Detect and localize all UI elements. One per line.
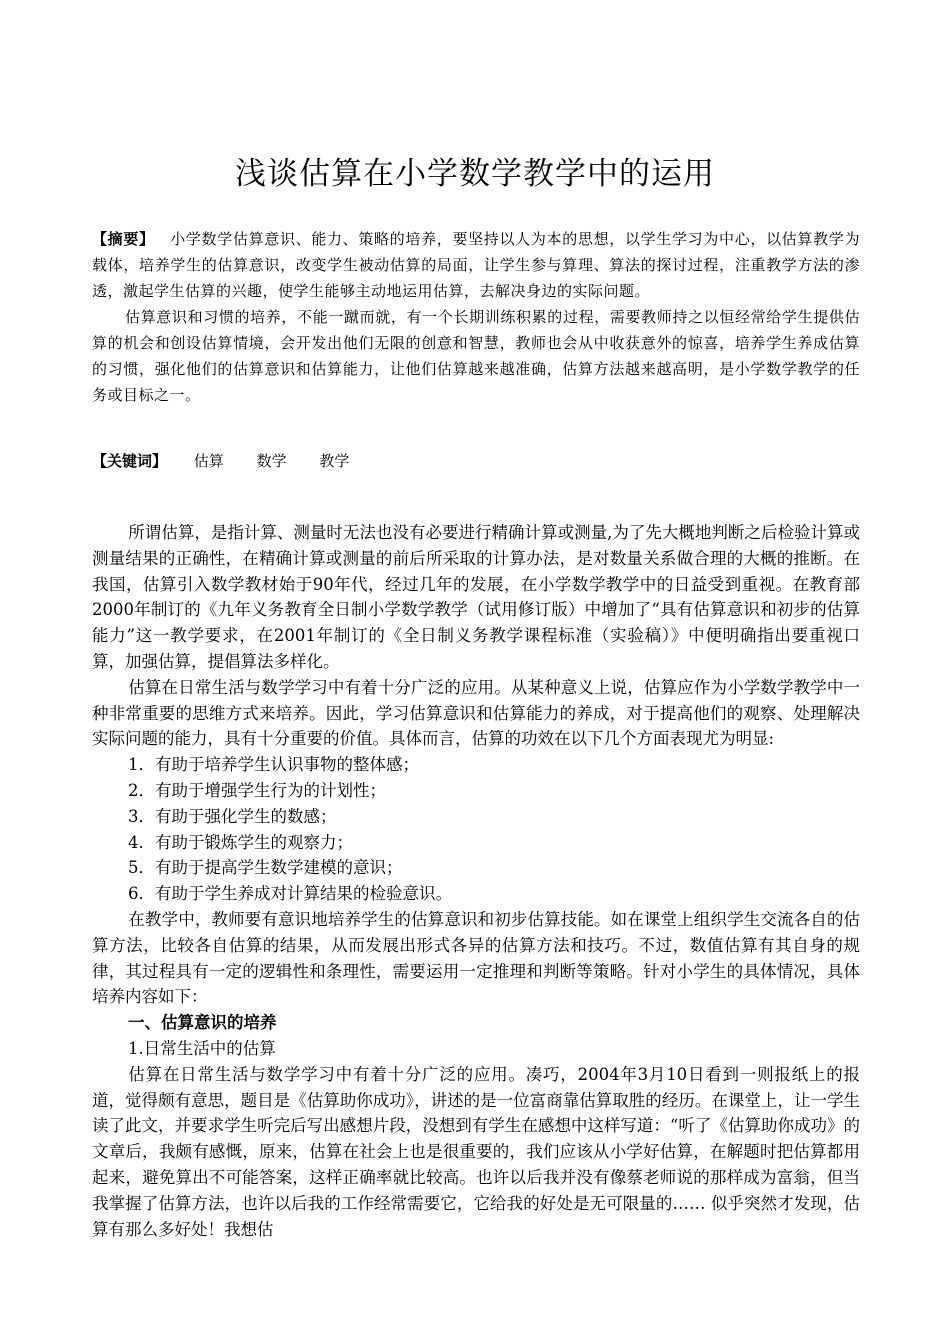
list-item: 1．有助于培养学生认识事物的整体感； — [128, 755, 419, 775]
abstract-text-1: 小学数学估算意识、能力、策略的培养，要坚持以人为本的思想，以学生学习为中心，以估算教学为载体，培养学生的估算意识，改变学生被动估算的局面，让学生参与算理、算法的探讨过程，注重教学方法的渗透，激起学生估算的兴趣，使学生能够主动地运用估算，去解决身边的实际问题。 — [92, 230, 860, 300]
abstract-paragraph-1 — [92, 226, 860, 304]
keywords-label: 【关键词】 — [92, 452, 168, 470]
abstract-section — [92, 226, 860, 408]
body-text — [92, 520, 860, 1242]
list-item: 3．有助于强化学生的数感； — [128, 806, 337, 826]
abstract-paragraph-2: 估算意识和习惯的培养，不能一蹴而就，有一个长期训练积累的过程，需要教师持之以恒经常给学生提供估算的机会和创设估算情境，会开发出他们无限的创意和智慧，教师也会从中收获意外的惊喜，培养学生养成估算的习惯，强化他们的估算意识和估算能力，让他们估算越来越准确，估算方法越来越高明，是小学数学教学的任务或目标之一。 — [92, 308, 860, 404]
body-paragraph: 估算在日常生活与数学学习中有着十分广泛的应用。凑巧，2004年3月10日看到一则报纸上的报道，觉得颇有意思，题目是《估算助你成功》，讲述的是一位富商靠估算取胜的经历。在课堂上，让一学生读了此文，并要求学生听完后写出感想片段，没想到有学生在感想中这样写道：“听了《估算助你成功》的文章后，我颇有感慨，原来，估算在社会上也是很重要的，我们应该从小学好估算，在解题时把估算都用起来，避免算出不可能答案，这样正确率就比较高。也许以后我并没有像蔡老师说的那样成为富翁，但当我掌握了估算方法，也许以后我的工作经常需要它，它给我的好处是无可限量的…… 似乎突然才发现，估算有那么多好处！我想估 — [92, 1064, 860, 1239]
keywords-section — [92, 448, 349, 474]
keyword-item: 教学 — [319, 452, 350, 470]
keyword-item: 数学 — [256, 452, 287, 470]
section-heading: 一、估算意识的培养 — [128, 1013, 277, 1033]
list-item: 2．有助于增强学生行为的计划性； — [128, 780, 386, 800]
list-item: 5．有助于提高学生数学建模的意识； — [128, 858, 403, 878]
list-item: 4．有助于锻炼学生的观察力； — [128, 832, 353, 852]
abstract-label: 【摘要】 — [92, 230, 155, 248]
body-paragraph: 估算在日常生活与数学学习中有着十分广泛的应用。从某种意义上说，估算应作为小学数学教学中一种非常重要的思维方式来培养。因此，学习估算意识和估算能力的养成，对于提高他们的观察、处理解决实际问题的能力，具有十分重要的价值。具体而言，估算的功效在以下几个方面表现尤为明显: — [92, 677, 860, 749]
page-title: 浅谈估算在小学数学教学中的运用 — [235, 156, 715, 192]
subsection-heading: 1.日常生活中的估算 — [128, 1038, 276, 1058]
keyword-item: 估算 — [193, 452, 224, 470]
body-paragraph: 在教学中，教师要有意识地培养学生的估算意识和初步估算技能。如在课堂上组织学生交流各自的估算方法，比较各自估算的结果，从而发展出形式各异的估算方法和技巧。不过，数值估算有其自身的规律，其过程具有一定的逻辑性和条理性，需要运用一定推理和判断等策略。针对小学生的具体情况，具体培养内容如下： — [92, 909, 860, 1007]
body-paragraph: 所谓估算，是指计算、测量时无法也没有必要进行精确计算或测量,为了先大概地判断之后检验计算或测量结果的正确性，在精确计算或测量的前后所采取的计算办法，是对数量关系做合理的大概的推断。在我国，估算引入数学教材始于90年代，经过几年的发展，在小学数学教学中的日益受到重视。在教育部2000年制订的《九年义务教育全日制小学数学教学（试用修订版）中增加了“具有估算意识和初步的估算能力”这一教学要求，在2001年制订的《全日制义务教学课程标准（实验稿）》中便明确指出要重视口算，加强估算，提倡算法多样化。 — [92, 523, 860, 671]
list-item: 6．有助于学生养成对计算结果的检验意识。 — [128, 884, 452, 904]
